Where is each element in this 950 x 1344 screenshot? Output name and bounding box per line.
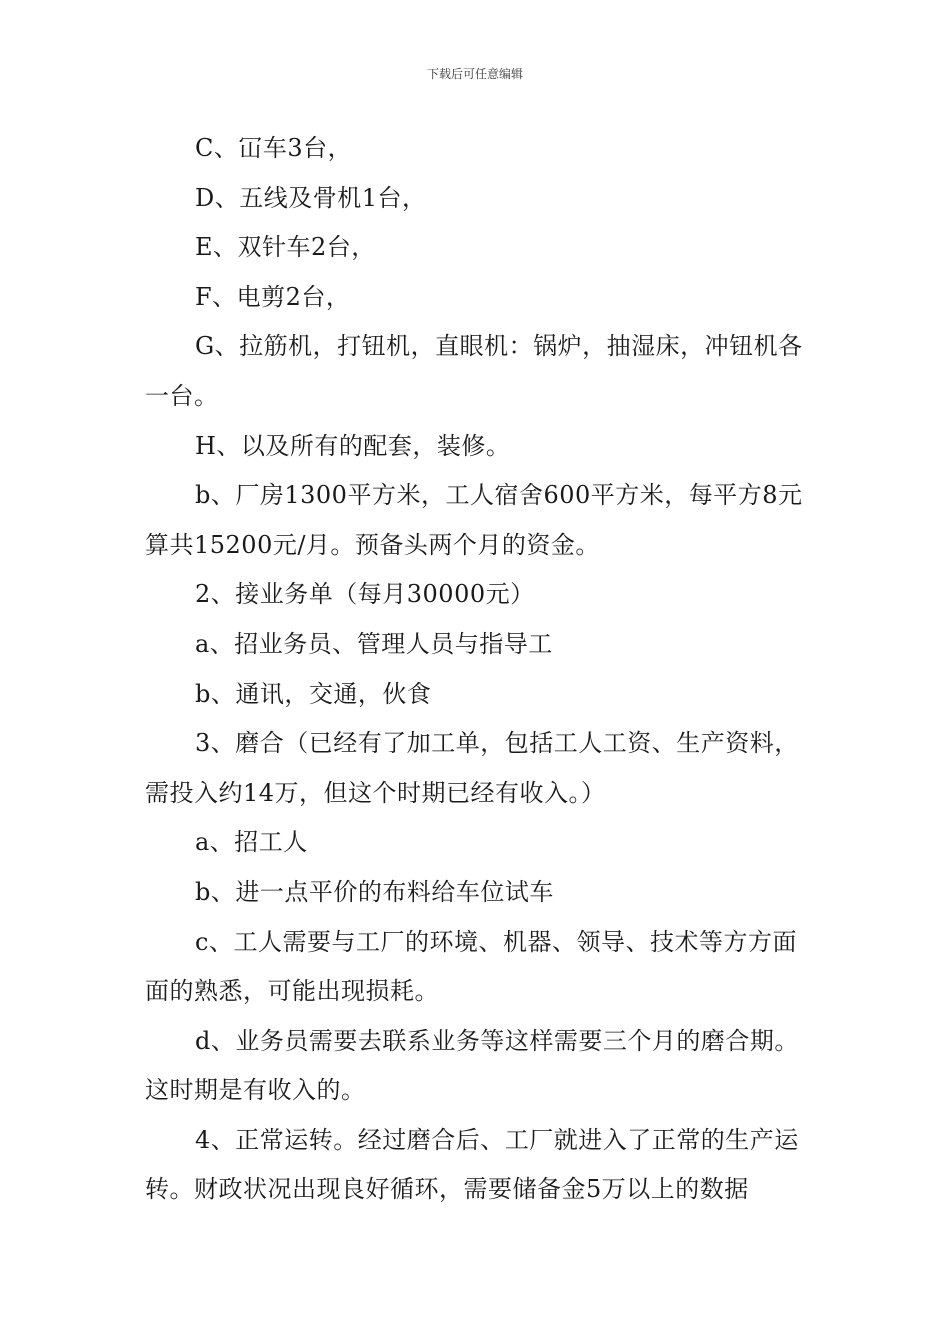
paragraph-c: C、冚车3台， <box>195 134 353 162</box>
paragraph-d-business: d、业务员需要去联系业务等这样需要三个月的磨合期。这时期是有收入的。 <box>145 1026 799 1105</box>
paragraph-3-runin: 3、磨合（已经有了加工单，包括工人工资、生产资料，需投入约14万，但这个时期已经有收入。） <box>145 729 799 807</box>
page-header: 下载后可任意编辑 <box>426 67 523 81</box>
paragraph-g: G、拉筋机，打钮机，直眼机：锅炉，抽湿床，冲钮机各一台。 <box>145 332 803 410</box>
paragraph-2-orders: 2、接业务单（每月30000元） <box>195 580 535 609</box>
paragraph-b-factory: b、厂房1300平方米，工人宿舍600平方米，每平方8元算共15200元/月。预备头两个月的资金。 <box>145 481 803 559</box>
paragraph-4-normal-operation: 4、正常运转。经过磨合后、工厂就进入了正常的生产运转。财政状况出现良好循环，需要储备金5万以上的数据 <box>145 1125 799 1204</box>
document-body <box>145 124 815 1215</box>
paragraph-e: E、双针车2台， <box>195 233 376 262</box>
paragraph-d: D、五线及骨机1台， <box>195 183 427 212</box>
paragraph-b-test-fabric: b、进一点平价的布料给车位试车 <box>195 877 554 906</box>
paragraph-f: F、电剪2台， <box>195 282 351 311</box>
paragraph-a-recruit-staff: a、招业务员、管理人员与指导工 <box>195 629 553 658</box>
paragraph-a-recruit-workers: a、招工人 <box>195 828 308 857</box>
paragraph-b-communication: b、通讯，交通，伙食 <box>195 679 432 708</box>
paragraph-c-familiarize: c、工人需要与工厂的环境、机器、领导、技术等方方面面的熟悉，可能出现损耗。 <box>145 927 797 1006</box>
paragraph-h: H、以及所有的配套，装修。 <box>195 431 511 460</box>
